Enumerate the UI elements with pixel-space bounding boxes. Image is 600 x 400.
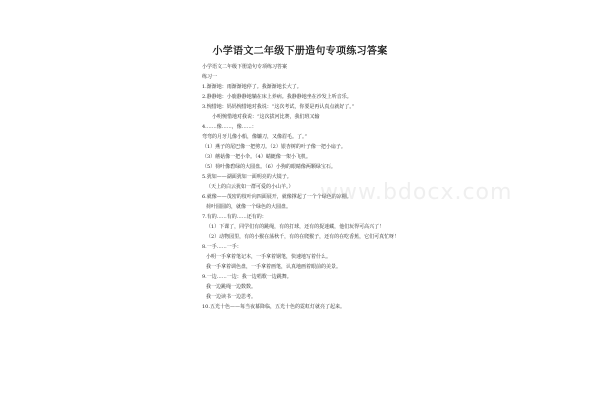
text-line: 小学语文二年级下册造句专项练习答案 bbox=[202, 64, 288, 70]
text-line: 弯弯的月牙儿像小船，像镰刀，又像眉毛。了。” bbox=[202, 134, 308, 140]
text-line: 2.静静地：小鹿静静地躺在床上养病。我静静地坐在沙发上听音乐。 bbox=[202, 94, 352, 100]
text-line: （5）荷叶像碧绿的大圆盘。（6）小狗的眼睛像两颗绿宝石。 bbox=[202, 164, 336, 170]
text-line: 1.渐渐地：雨渐渐地停了。我渐渐地长大了。 bbox=[202, 84, 302, 90]
text-line: 我一边跳绳一边数数。 bbox=[206, 284, 257, 290]
text-line: 6.就像——茂密的枝叶向四面展开，就像撑起了一个个绿色的凉棚。 bbox=[202, 194, 352, 200]
text-line: 5.犹如——湖面犹如一面明亮的大镜子。 bbox=[202, 174, 292, 180]
text-line: （3）蘑菇像一把小伞。（4）蜻蜓像一架小飞机。 bbox=[202, 154, 311, 160]
text-line: 小明惋惜地对我说：“这次拔河比赛，我们班又输 bbox=[212, 114, 320, 120]
text-line: （2）动物园里，有的小猴在荡秋千，有的在爬猴子，还有的在吃香蕉，它们可真忙呀！ bbox=[206, 234, 400, 240]
text-line: 小明一手拿着笔记本，一手拿着钢笔，快速地写着什么。 bbox=[206, 254, 332, 260]
text-line: 我一边读书一边思考。 bbox=[206, 294, 257, 300]
text-line: 荷叶圆圆的，就像一个绿色的大圆盘。 bbox=[206, 204, 292, 210]
text-line: 3.惋惜地：妈妈惋惜地对我说：“这次考试，你要是再认真点就好了。” bbox=[202, 104, 355, 110]
text-line: 4.……像……，像……： bbox=[202, 124, 257, 130]
text-line: 练习一 bbox=[202, 74, 218, 80]
text-line: 8.一手……一手： bbox=[202, 244, 242, 250]
text-line: 7.有的……有的……还有的： bbox=[202, 214, 267, 220]
text-line: （天上的白云犹如一群可爱的小山羊。） bbox=[206, 184, 294, 190]
text-line: 10.五光十色——每当夜幕降临，五光十色的霓虹灯就亮了起来。 bbox=[202, 304, 345, 310]
text-line: （1）下课了，同学们有的跳绳，有的打球，还有的捉迷藏，他们玩得可高兴了！ bbox=[206, 224, 385, 230]
text-line: 我一手拿着调色盘，一手拿着画笔，认真地画着眼前的美景。 bbox=[206, 264, 342, 270]
text-line: 9.一边……一边：我一边唱歌一边跳舞。 bbox=[202, 274, 292, 280]
watermark: www.bdocx.com bbox=[320, 180, 513, 205]
document-title: 小学语文二年级下册造句专项练习答案 bbox=[212, 46, 388, 57]
text-line: （1）燕子的尾巴像一把剪刀。（2）银杏树的叶子像一把小扇子。 bbox=[202, 144, 346, 150]
